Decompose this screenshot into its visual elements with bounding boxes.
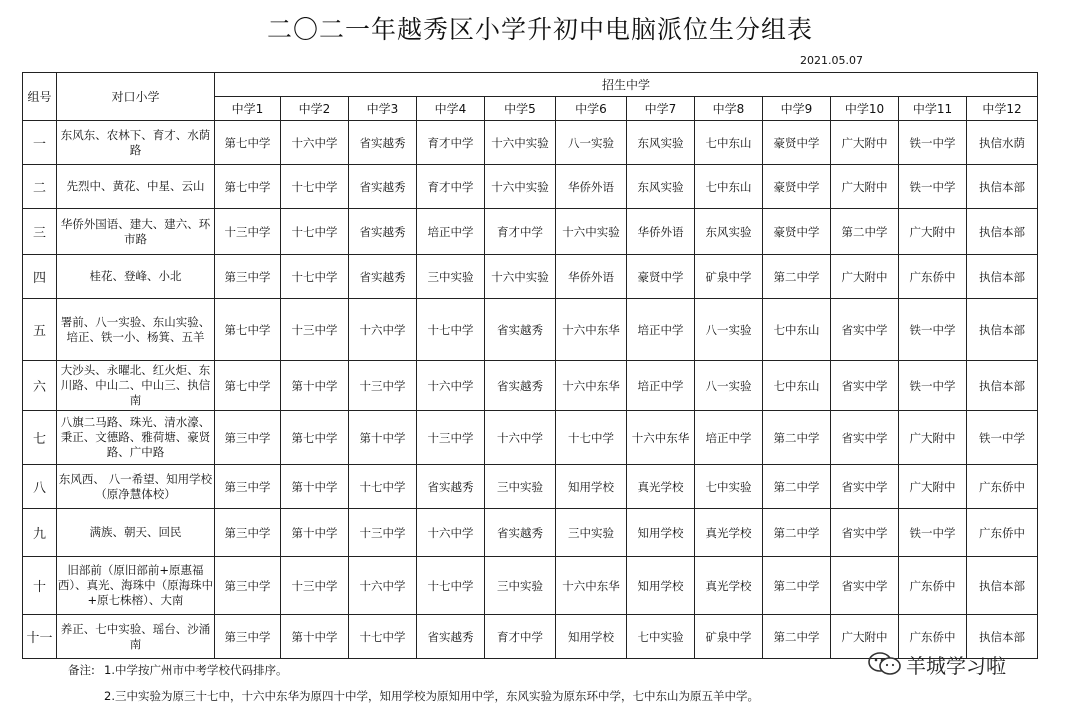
middle-school-cell: 培正中学 <box>695 411 763 465</box>
middle-school-header: 中学4 <box>417 97 485 121</box>
middle-school-cell: 铁一中学 <box>899 299 967 361</box>
middle-school-cell: 省实越秀 <box>349 209 417 255</box>
middle-school-header: 中学9 <box>763 97 831 121</box>
middle-school-cell: 执信本部 <box>967 557 1038 615</box>
primary-schools: 东风西、 八一希望、知用学校（原净慧体校） <box>57 465 215 509</box>
middle-school-cell: 培正中学 <box>627 361 695 411</box>
middle-school-header: 中学12 <box>967 97 1038 121</box>
middle-school-cell: 豪贤中学 <box>627 255 695 299</box>
middle-school-cell: 真光学校 <box>695 557 763 615</box>
middle-school-cell: 培正中学 <box>417 209 485 255</box>
table-row <box>23 255 1038 299</box>
middle-school-cell: 十七中学 <box>556 411 627 465</box>
group-number: 十一 <box>23 615 57 659</box>
middle-school-cell: 广东侨中 <box>899 557 967 615</box>
middle-school-cell: 十六中东华 <box>627 411 695 465</box>
middle-school-cell: 第二中学 <box>763 411 831 465</box>
group-table <box>22 72 1038 659</box>
primary-schools: 满族、朝天、回民 <box>57 509 215 557</box>
middle-school-cell: 育才中学 <box>485 209 556 255</box>
middle-school-cell: 十七中学 <box>281 255 349 299</box>
middle-school-cell: 铁一中学 <box>899 165 967 209</box>
middle-school-cell: 第二中学 <box>763 255 831 299</box>
middle-school-cell: 知用学校 <box>556 465 627 509</box>
middle-school-cell: 第三中学 <box>215 465 281 509</box>
middle-school-cell: 第二中学 <box>763 509 831 557</box>
primary-schools: 东风东、农林下、育才、水荫路 <box>57 121 215 165</box>
middle-school-cell: 执信本部 <box>967 299 1038 361</box>
middle-school-cell: 华侨外语 <box>627 209 695 255</box>
middle-school-cell: 第二中学 <box>831 209 899 255</box>
middle-school-cell: 十七中学 <box>281 165 349 209</box>
middle-school-cell: 第十中学 <box>281 465 349 509</box>
middle-school-cell: 第七中学 <box>215 121 281 165</box>
middle-school-cell: 铁一中学 <box>899 509 967 557</box>
middle-school-cell: 十六中实验 <box>556 209 627 255</box>
middle-school-cell: 铁一中学 <box>967 411 1038 465</box>
middle-school-cell: 省实中学 <box>831 411 899 465</box>
middle-school-cell: 华侨外语 <box>556 255 627 299</box>
middle-school-cell: 七中东山 <box>695 165 763 209</box>
middle-school-header: 中学6 <box>556 97 627 121</box>
table-row <box>23 509 1038 557</box>
middle-school-cell: 广大附中 <box>899 411 967 465</box>
page-title: 二〇二一年越秀区小学升初中电脑派位生分组表 <box>266 15 813 44</box>
primary-schools: 先烈中、黄花、中星、云山 <box>57 165 215 209</box>
group-number: 四 <box>23 255 57 299</box>
middle-school-cell: 七中实验 <box>627 615 695 659</box>
middle-school-cell: 执信本部 <box>967 165 1038 209</box>
middle-school-cell: 第十中学 <box>281 615 349 659</box>
header-row-top <box>23 73 1038 97</box>
middle-school-cell: 十六中学 <box>349 299 417 361</box>
middle-school-cell: 三中实验 <box>556 509 627 557</box>
middle-school-cell: 育才中学 <box>417 121 485 165</box>
middle-school-cell: 七中东山 <box>763 361 831 411</box>
middle-school-cell: 十六中学 <box>485 411 556 465</box>
middle-school-cell: 第三中学 <box>215 255 281 299</box>
middle-school-cell: 豪贤中学 <box>763 121 831 165</box>
middle-school-cell: 第十中学 <box>281 509 349 557</box>
notes-label: 备注: <box>68 663 95 677</box>
middle-school-cell: 第十中学 <box>349 411 417 465</box>
table-row <box>23 165 1038 209</box>
middle-school-cell: 第二中学 <box>763 465 831 509</box>
middle-school-header: 中学7 <box>627 97 695 121</box>
middle-school-cell: 知用学校 <box>556 615 627 659</box>
middle-school-cell: 十六中学 <box>281 121 349 165</box>
middle-school-cell: 省实越秀 <box>485 509 556 557</box>
table-row <box>23 121 1038 165</box>
middle-school-cell: 十六中东华 <box>556 299 627 361</box>
middle-school-cell: 十三中学 <box>215 209 281 255</box>
primary-schools: 养正、七中实验、瑶台、沙涌南 <box>57 615 215 659</box>
group-number: 二 <box>23 165 57 209</box>
middle-school-cell: 培正中学 <box>627 299 695 361</box>
primary-schools: 八旗二马路、珠光、清水濠、秉正、文德路、雅荷塘、豪贤路、广中路 <box>57 411 215 465</box>
middle-school-cell: 三中实验 <box>417 255 485 299</box>
table-row <box>23 209 1038 255</box>
table-body <box>23 121 1038 659</box>
primary-schools: 署前、八一实验、东山实验、培正、铁一小、杨箕、五羊 <box>57 299 215 361</box>
group-number: 十 <box>23 557 57 615</box>
middle-school-cell: 广大附中 <box>831 615 899 659</box>
middle-school-cell: 执信本部 <box>967 361 1038 411</box>
middle-school-cell: 十七中学 <box>417 299 485 361</box>
middle-school-cell: 三中实验 <box>485 557 556 615</box>
middle-school-header: 中学5 <box>485 97 556 121</box>
primary-schools: 旧部前（原旧部前+原惠福西）、真光、海珠中（原海珠中+原七株榕）、大南 <box>57 557 215 615</box>
middle-school-header: 中学1 <box>215 97 281 121</box>
middle-school-cell: 东风实验 <box>695 209 763 255</box>
middle-school-cell: 七中实验 <box>695 465 763 509</box>
middle-school-cell: 知用学校 <box>627 509 695 557</box>
middle-school-cell: 广东侨中 <box>899 615 967 659</box>
group-number: 八 <box>23 465 57 509</box>
middle-school-cell: 第三中学 <box>215 615 281 659</box>
middle-school-cell: 省实中学 <box>831 299 899 361</box>
middle-school-cell: 执信本部 <box>967 615 1038 659</box>
middle-school-cell: 广东侨中 <box>967 465 1038 509</box>
middle-school-cell: 第二中学 <box>763 557 831 615</box>
group-number: 七 <box>23 411 57 465</box>
middle-school-cell: 广大附中 <box>831 165 899 209</box>
middle-school-cell: 十六中学 <box>417 361 485 411</box>
middle-school-cell: 广东侨中 <box>899 255 967 299</box>
middle-school-cell: 豪贤中学 <box>763 165 831 209</box>
middle-school-cell: 第七中学 <box>215 165 281 209</box>
middle-school-cell: 矿泉中学 <box>695 615 763 659</box>
middle-school-cell: 八一实验 <box>695 361 763 411</box>
middle-school-cell: 省实中学 <box>831 361 899 411</box>
middle-school-cell: 八一实验 <box>695 299 763 361</box>
middle-school-cell: 十六中东华 <box>556 361 627 411</box>
middle-school-cell: 省实越秀 <box>349 255 417 299</box>
table-row <box>23 299 1038 361</box>
middle-school-cell: 广东侨中 <box>967 509 1038 557</box>
document-date: 2021.05.07 <box>800 54 863 67</box>
table-row <box>23 411 1038 465</box>
group-number: 九 <box>23 509 57 557</box>
middle-school-cell: 第七中学 <box>215 299 281 361</box>
middle-school-cell: 广大附中 <box>831 255 899 299</box>
middle-school-header: 中学8 <box>695 97 763 121</box>
middle-school-cell: 铁一中学 <box>899 121 967 165</box>
primary-schools: 华侨外国语、建大、建六、环市路 <box>57 209 215 255</box>
middle-school-header: 中学2 <box>281 97 349 121</box>
group-header: 组号 <box>23 73 57 121</box>
middle-school-cell: 豪贤中学 <box>763 209 831 255</box>
middle-school-cell: 真光学校 <box>695 509 763 557</box>
middle-school-cell: 十三中学 <box>281 299 349 361</box>
middle-school-cell: 铁一中学 <box>899 361 967 411</box>
middle-school-header: 中学11 <box>899 97 967 121</box>
wechat-icon <box>868 651 902 677</box>
middle-school-cell: 七中东山 <box>695 121 763 165</box>
middle-school-cell: 华侨外语 <box>556 165 627 209</box>
middle-school-cell: 省实中学 <box>831 465 899 509</box>
note-item-1: 1.中学按广州市中考学校代码排序。 <box>104 663 288 677</box>
group-number: 六 <box>23 361 57 411</box>
watermark <box>868 650 1006 678</box>
middle-school-cell: 十三中学 <box>349 509 417 557</box>
middle-school-cell: 育才中学 <box>485 615 556 659</box>
middle-school-cell: 真光学校 <box>627 465 695 509</box>
middle-school-cell: 第二中学 <box>763 615 831 659</box>
recruit-header: 招生中学 <box>215 73 1038 97</box>
middle-school-cell: 矿泉中学 <box>695 255 763 299</box>
notes <box>68 657 968 709</box>
middle-school-cell: 十六中实验 <box>485 165 556 209</box>
middle-school-cell: 七中东山 <box>763 299 831 361</box>
middle-school-cell: 东风实验 <box>627 165 695 209</box>
middle-school-cell: 广大附中 <box>899 209 967 255</box>
middle-school-cell: 十六中学 <box>349 557 417 615</box>
group-number: 五 <box>23 299 57 361</box>
middle-school-cell: 省实中学 <box>831 557 899 615</box>
middle-school-cell: 第七中学 <box>281 411 349 465</box>
middle-school-header: 中学3 <box>349 97 417 121</box>
middle-school-cell: 省实越秀 <box>349 165 417 209</box>
middle-school-cell: 广大附中 <box>831 121 899 165</box>
middle-school-cell: 省实越秀 <box>349 121 417 165</box>
note-item-2: 2.三中实验为原三十七中，十六中东华为原四十中学，知用学校为原知用中学，东风实验为原东环中学，七中东山为原五羊中学。 <box>104 689 759 703</box>
middle-school-cell: 省实越秀 <box>485 361 556 411</box>
middle-school-cell: 育才中学 <box>417 165 485 209</box>
middle-school-cell: 十六中实验 <box>485 121 556 165</box>
middle-school-cell: 省实越秀 <box>417 615 485 659</box>
middle-school-cell: 第七中学 <box>215 361 281 411</box>
middle-school-cell: 广大附中 <box>899 465 967 509</box>
middle-school-cell: 执信水荫 <box>967 121 1038 165</box>
table-row <box>23 361 1038 411</box>
middle-school-cell: 十六中学 <box>417 509 485 557</box>
middle-school-cell: 十六中实验 <box>485 255 556 299</box>
middle-school-cell: 十三中学 <box>281 557 349 615</box>
middle-school-cell: 第三中学 <box>215 509 281 557</box>
middle-school-cell: 八一实验 <box>556 121 627 165</box>
middle-school-cell: 知用学校 <box>627 557 695 615</box>
middle-school-cell: 十三中学 <box>349 361 417 411</box>
middle-school-cell: 省实越秀 <box>485 299 556 361</box>
middle-school-cell: 第三中学 <box>215 411 281 465</box>
primary-header: 对口小学 <box>57 73 215 121</box>
table-row <box>23 557 1038 615</box>
middle-school-cell: 十三中学 <box>417 411 485 465</box>
middle-school-cell: 执信本部 <box>967 209 1038 255</box>
primary-schools: 大沙头、永曜北、红火炬、东川路、中山二、中山三、执信南 <box>57 361 215 411</box>
middle-school-cell: 东风实验 <box>627 121 695 165</box>
middle-school-cell: 十六中东华 <box>556 557 627 615</box>
middle-school-cell: 三中实验 <box>485 465 556 509</box>
middle-school-header: 中学10 <box>831 97 899 121</box>
middle-school-cell: 十七中学 <box>417 557 485 615</box>
group-number: 一 <box>23 121 57 165</box>
middle-school-cell: 第十中学 <box>281 361 349 411</box>
primary-schools: 桂花、登峰、小北 <box>57 255 215 299</box>
middle-school-cell: 十七中学 <box>349 465 417 509</box>
middle-school-cell: 省实中学 <box>831 509 899 557</box>
group-number: 三 <box>23 209 57 255</box>
middle-school-cell: 执信本部 <box>967 255 1038 299</box>
middle-school-cell: 十七中学 <box>281 209 349 255</box>
middle-school-cell: 省实越秀 <box>417 465 485 509</box>
table-row <box>23 465 1038 509</box>
watermark-text: 羊城学习啦 <box>906 653 1006 678</box>
middle-school-cell: 十七中学 <box>349 615 417 659</box>
middle-school-cell: 第三中学 <box>215 557 281 615</box>
